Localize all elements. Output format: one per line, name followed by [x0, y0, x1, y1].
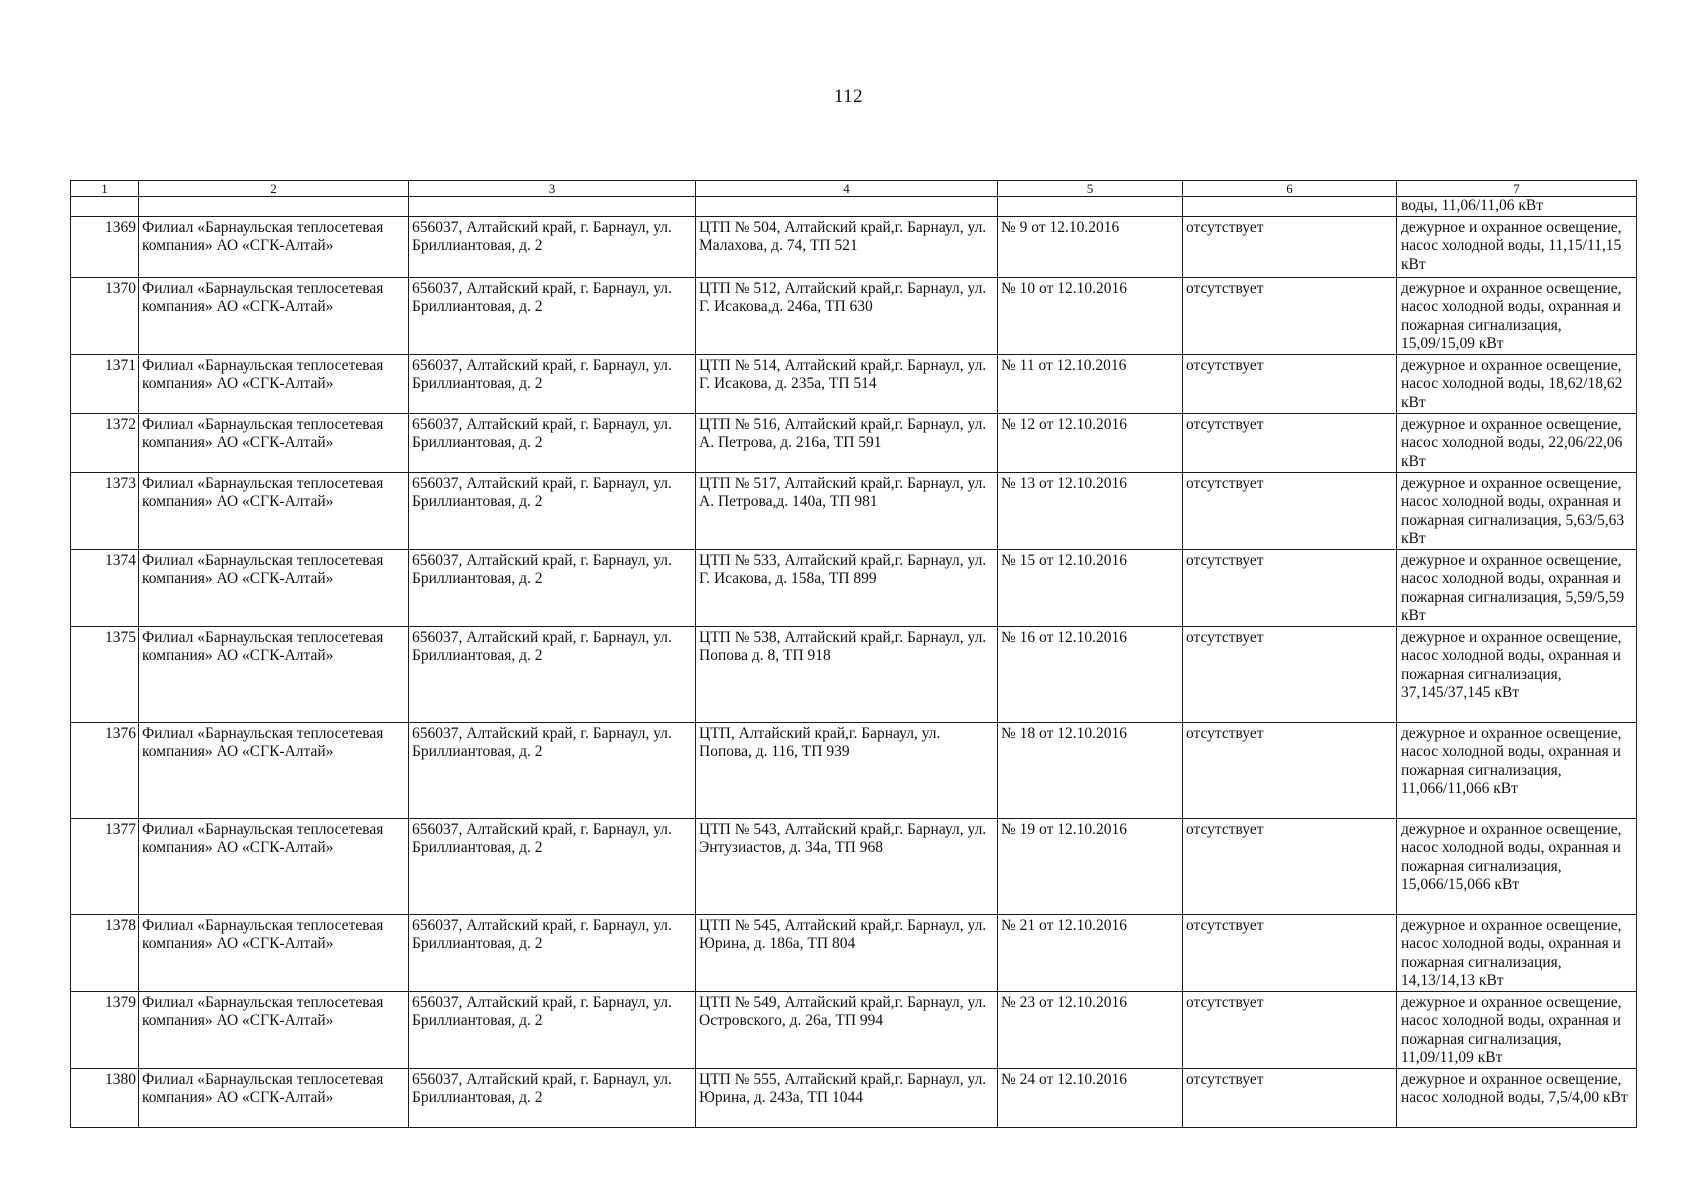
status-cell: отсутствует	[1183, 914, 1397, 991]
owner-address-cell: 656037, Алтайский край, г. Барнаул, ул. Бриллиантовая, д. 2	[409, 914, 696, 991]
object-location-cell: ЦТП, Алтайский край,г. Барнаул, ул. Попова, д. 116, ТП 939	[696, 722, 998, 818]
status-cell: отсутствует	[1183, 354, 1397, 413]
owner-address-cell: 656037, Алтайский край, г. Барнаул, ул. Бриллиантовая, д. 2	[409, 277, 696, 354]
act-number-cell: № 12 от 12.10.2016	[998, 413, 1183, 472]
continuation-power-cell: воды, 11,06/11,06 кВт	[1397, 197, 1637, 217]
act-number-cell: № 21 от 12.10.2016	[998, 914, 1183, 991]
owner-address-cell: 656037, Алтайский край, г. Барнаул, ул. Бриллиантовая, д. 2	[409, 549, 696, 626]
owner-address-cell: 656037, Алтайский край, г. Барнаул, ул. Бриллиантовая, д. 2	[409, 216, 696, 277]
status-cell: отсутствует	[1183, 413, 1397, 472]
owner-name-cell: Филиал «Барнаульская теплосетевая компания» АО «СГК-Алтай»	[139, 818, 409, 914]
status-cell: отсутствует	[1183, 277, 1397, 354]
object-location-cell: ЦТП № 543, Алтайский край,г. Барнаул, ул. Энтузиастов, д. 34а, ТП 968	[696, 818, 998, 914]
power-description-cell: дежурное и охранное освещение, насос холодной воды, охранная и пожарная сигнализация, 11,09/11,09 кВт	[1397, 991, 1637, 1068]
column-header: 7	[1397, 181, 1637, 197]
table-row	[71, 991, 1637, 1068]
continuation-row	[71, 197, 1637, 217]
object-location-cell: ЦТП № 504, Алтайский край,г. Барнаул, ул. Малахова, д. 74, ТП 521	[696, 216, 998, 277]
row-number-cell: 1370	[71, 277, 139, 354]
column-header: 6	[1183, 181, 1397, 197]
owner-address-cell: 656037, Алтайский край, г. Барнаул, ул. Бриллиантовая, д. 2	[409, 626, 696, 722]
power-description-cell: дежурное и охранное освещение, насос холодной воды, охранная и пожарная сигнализация, 5,59/5,59 кВт	[1397, 549, 1637, 626]
act-number-cell: № 23 от 12.10.2016	[998, 991, 1183, 1068]
status-cell: отсутствует	[1183, 1068, 1397, 1127]
column-header-row	[71, 181, 1637, 197]
owner-name-cell: Филиал «Барнаульская теплосетевая компания» АО «СГК-Алтай»	[139, 216, 409, 277]
act-number-cell: № 19 от 12.10.2016	[998, 818, 1183, 914]
status-cell: отсутствует	[1183, 991, 1397, 1068]
owner-name-cell: Филиал «Барнаульская теплосетевая компания» АО «СГК-Алтай»	[139, 413, 409, 472]
owner-name-cell: Филиал «Барнаульская теплосетевая компания» АО «СГК-Алтай»	[139, 626, 409, 722]
object-location-cell: ЦТП № 538, Алтайский край,г. Барнаул, ул. Попова д. 8, ТП 918	[696, 626, 998, 722]
owner-address-cell: 656037, Алтайский край, г. Барнаул, ул. Бриллиантовая, д. 2	[409, 354, 696, 413]
act-number-cell: № 15 от 12.10.2016	[998, 549, 1183, 626]
row-number-cell: 1380	[71, 1068, 139, 1127]
table-row	[71, 626, 1637, 722]
object-location-cell: ЦТП № 514, Алтайский край,г. Барнаул, ул. Г. Исакова, д. 235а, ТП 514	[696, 354, 998, 413]
power-description-cell: дежурное и охранное освещение, насос холодной воды, 11,15/11,15 кВт	[1397, 216, 1637, 277]
page-number: 112	[833, 86, 864, 107]
object-location-cell: ЦТП № 517, Алтайский край,г. Барнаул, ул. А. Петрова,д. 140а, ТП 981	[696, 472, 998, 549]
table-row	[71, 1068, 1637, 1127]
status-cell: отсутствует	[1183, 722, 1397, 818]
column-header: 3	[409, 181, 696, 197]
power-description-cell: дежурное и охранное освещение, насос холодной воды, 22,06/22,06 кВт	[1397, 413, 1637, 472]
owner-address-cell: 656037, Алтайский край, г. Барнаул, ул. Бриллиантовая, д. 2	[409, 818, 696, 914]
act-number-cell: № 13 от 12.10.2016	[998, 472, 1183, 549]
power-description-cell: дежурное и охранное освещение, насос холодной воды, 18,62/18,62 кВт	[1397, 354, 1637, 413]
object-location-cell: ЦТП № 549, Алтайский край,г. Барнаул, ул. Островского, д. 26а, ТП 994	[696, 991, 998, 1068]
owner-name-cell: Филиал «Барнаульская теплосетевая компания» АО «СГК-Алтай»	[139, 991, 409, 1068]
object-location-cell: ЦТП № 516, Алтайский край,г. Барнаул, ул. А. Петрова, д. 216а, ТП 591	[696, 413, 998, 472]
power-description-cell: дежурное и охранное освещение, насос холодной воды, охранная и пожарная сигнализация, 37,145/37,145 кВт	[1397, 626, 1637, 722]
object-location-cell: ЦТП № 545, Алтайский край,г. Барнаул, ул. Юрина, д. 186а, ТП 804	[696, 914, 998, 991]
owner-name-cell: Филиал «Барнаульская теплосетевая компания» АО «СГК-Алтай»	[139, 277, 409, 354]
table-row	[71, 277, 1637, 354]
status-cell: отсутствует	[1183, 472, 1397, 549]
table-cell	[696, 197, 998, 217]
table-row	[71, 413, 1637, 472]
row-number-cell: 1377	[71, 818, 139, 914]
column-header: 5	[998, 181, 1183, 197]
owner-address-cell: 656037, Алтайский край, г. Барнаул, ул. Бриллиантовая, д. 2	[409, 472, 696, 549]
column-header: 1	[71, 181, 139, 197]
table-row	[71, 818, 1637, 914]
power-description-cell: дежурное и охранное освещение, насос холодной воды, 7,5/4,00 кВт	[1397, 1068, 1637, 1127]
owner-name-cell: Филиал «Барнаульская теплосетевая компания» АО «СГК-Алтай»	[139, 472, 409, 549]
table-cell	[998, 197, 1183, 217]
row-number-cell: 1369	[71, 216, 139, 277]
column-header: 4	[696, 181, 998, 197]
registry-table	[70, 180, 1637, 1128]
table-row	[71, 354, 1637, 413]
table-row	[71, 216, 1637, 277]
act-number-cell: № 10 от 12.10.2016	[998, 277, 1183, 354]
owner-address-cell: 656037, Алтайский край, г. Барнаул, ул. Бриллиантовая, д. 2	[409, 1068, 696, 1127]
owner-name-cell: Филиал «Барнаульская теплосетевая компания» АО «СГК-Алтай»	[139, 1068, 409, 1127]
column-header: 2	[139, 181, 409, 197]
power-description-cell: дежурное и охранное освещение, насос холодной воды, охранная и пожарная сигнализация, 5,63/5,63 кВт	[1397, 472, 1637, 549]
row-number-cell: 1373	[71, 472, 139, 549]
owner-name-cell: Филиал «Барнаульская теплосетевая компания» АО «СГК-Алтай»	[139, 549, 409, 626]
table-cell	[409, 197, 696, 217]
table-row	[71, 549, 1637, 626]
owner-name-cell: Филиал «Барнаульская теплосетевая компания» АО «СГК-Алтай»	[139, 914, 409, 991]
row-number-cell: 1378	[71, 914, 139, 991]
power-description-cell: дежурное и охранное освещение, насос холодной воды, охранная и пожарная сигнализация, 15,09/15,09 кВт	[1397, 277, 1637, 354]
row-number-cell: 1371	[71, 354, 139, 413]
owner-name-cell: Филиал «Барнаульская теплосетевая компания» АО «СГК-Алтай»	[139, 722, 409, 818]
object-location-cell: ЦТП № 555, Алтайский край,г. Барнаул, ул. Юрина, д. 243а, ТП 1044	[696, 1068, 998, 1127]
row-number-cell: 1375	[71, 626, 139, 722]
owner-name-cell: Филиал «Барнаульская теплосетевая компания» АО «СГК-Алтай»	[139, 354, 409, 413]
act-number-cell: № 18 от 12.10.2016	[998, 722, 1183, 818]
power-description-cell: дежурное и охранное освещение, насос холодной воды, охранная и пожарная сигнализация, 11,066/11,066 кВт	[1397, 722, 1637, 818]
act-number-cell: № 24 от 12.10.2016	[998, 1068, 1183, 1127]
owner-address-cell: 656037, Алтайский край, г. Барнаул, ул. Бриллиантовая, д. 2	[409, 722, 696, 818]
row-number-cell: 1374	[71, 549, 139, 626]
status-cell: отсутствует	[1183, 626, 1397, 722]
table-row	[71, 722, 1637, 818]
act-number-cell: № 11 от 12.10.2016	[998, 354, 1183, 413]
table-cell	[1183, 197, 1397, 217]
row-number-cell: 1376	[71, 722, 139, 818]
status-cell: отсутствует	[1183, 818, 1397, 914]
table-row	[71, 914, 1637, 991]
act-number-cell: № 16 от 12.10.2016	[998, 626, 1183, 722]
table-cell	[71, 197, 139, 217]
object-location-cell: ЦТП № 533, Алтайский край,г. Барнаул, ул. Г. Исакова, д. 158а, ТП 899	[696, 549, 998, 626]
owner-address-cell: 656037, Алтайский край, г. Барнаул, ул. Бриллиантовая, д. 2	[409, 991, 696, 1068]
act-number-cell: № 9 от 12.10.2016	[998, 216, 1183, 277]
row-number-cell: 1379	[71, 991, 139, 1068]
owner-address-cell: 656037, Алтайский край, г. Барнаул, ул. Бриллиантовая, д. 2	[409, 413, 696, 472]
power-description-cell: дежурное и охранное освещение, насос холодной воды, охранная и пожарная сигнализация, 14,13/14,13 кВт	[1397, 914, 1637, 991]
table-row	[71, 472, 1637, 549]
status-cell: отсутствует	[1183, 549, 1397, 626]
power-description-cell: дежурное и охранное освещение, насос холодной воды, охранная и пожарная сигнализация, 15,066/15,066 кВт	[1397, 818, 1637, 914]
table-cell	[139, 197, 409, 217]
object-location-cell: ЦТП № 512, Алтайский край,г. Барнаул, ул. Г. Исакова,д. 246а, ТП 630	[696, 277, 998, 354]
row-number-cell: 1372	[71, 413, 139, 472]
status-cell: отсутствует	[1183, 216, 1397, 277]
